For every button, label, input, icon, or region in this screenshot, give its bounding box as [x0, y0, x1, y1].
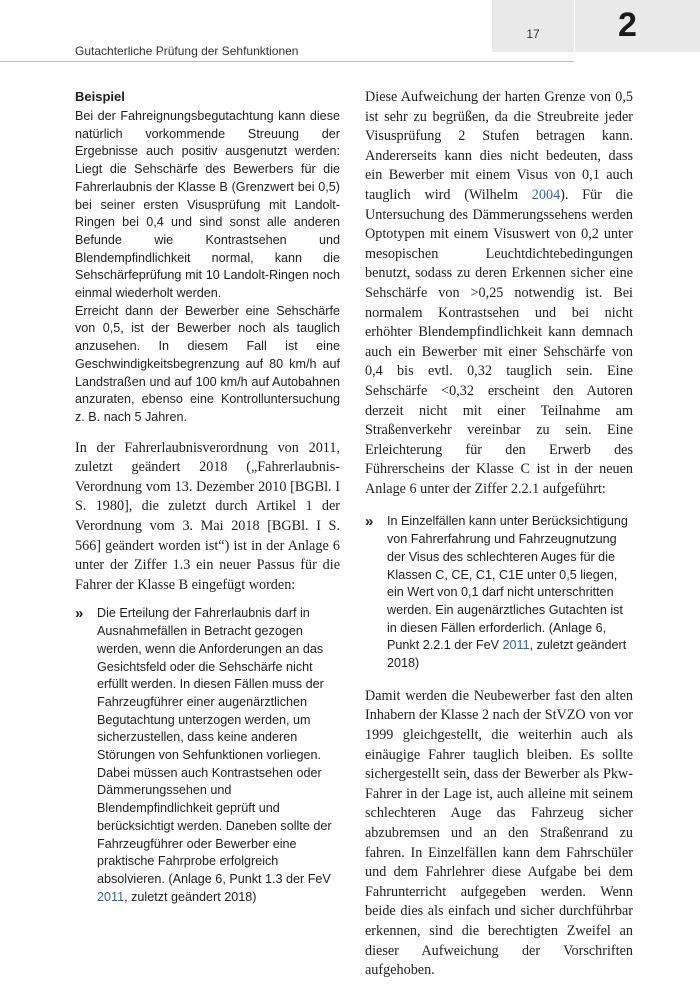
header-tab-background: [492, 0, 700, 52]
quote-mark-icon: »: [365, 513, 374, 531]
regulation-quote: [365, 513, 633, 672]
body-paragraph-1: [365, 88, 633, 499]
header-tab-separator: [574, 0, 575, 52]
paragraph-text: ). Für die Untersuchung des Dämmerungssehens werden Optotypen mit einem Visuswert von 0,2 unter mesopischen Leuchtdichtebedingungen benutzt, sodass zu deren Erkennen sicher eine Sehschärfe von >0,25 notwendig ist. Bei normalem Kontrastsehen und bei nicht erhöhter Blendempfindlichkeit kann demnach auch ein Bewerber mit einer Sehschärfe von 0,4 bis evtl. 0,32 tauglich sein. Eine Sehschärfe <0,32 erscheint den Autoren derzeit nicht mit einer Teilnahme am Straßenverkehr vereinbar zu sein. Eine Erleichterung für den Erwerb des Führerscheins der Klasse C ist in der neuen Anlage 6 unter der Ziffer 2.2.1 aufgeführt:: [365, 186, 633, 497]
citation-link[interactable]: 2004: [531, 186, 561, 203]
right-column: [365, 88, 633, 981]
quote-text: [97, 605, 340, 906]
quote-tail: , zuletzt geändert 2018): [387, 638, 627, 671]
quote-text: [387, 513, 633, 672]
page-number: 17: [526, 27, 540, 41]
example-paragraph-1: Bei der Fahreignungsbegutachtung kann diese natürlich vorkommende Streuung der Ergebnisse auch positiv ausgenutzt werden: Liegt die Sehschärfe des Bewerbers für die Fahrerlaubnis der Klasse B (Grenzwert bei 0,5) bei seiner ersten Visusprüfung mit Landolt-Ringen bei 0,4 und sind sonst alle anderen Befunde wie Kontrastsehen und Blendempfindlichkeit normal, kann die Sehschärfeprüfung mit 10 Landolt-Ringen noch einmal wiederholt werden.: [75, 109, 340, 301]
citation-link[interactable]: 2011: [502, 638, 530, 653]
quote-body: Die Erteilung der Fahrerlaubnis darf in Ausnahmefällen in Betracht gezogen werden, wenn die Anforderungen an das Gesichtsfeld oder die Sehschärfe nicht erfüllt werden. In diesen Fällen muss der Fahrzeugführer einer augenärztlichen Begutachtung unterzogen werden, um sicherzustellen, dass keine anderen Störungen von Sehfunktionen vorliegen. Dabei müssen auch Kontrastsehen oder Dämmerungssehen und Blendempfindlichkeit geprüft und berücksichtigt werden. Daneben sollte der Fahrzeugführer oder Bewerber eine praktische Fahrprobe erfolgreich absolvieren. (Anlage 6, Punkt 1.3 der FeV: [97, 606, 332, 886]
quote-body: In Einzelfällen kann unter Berücksichtigung von Fahrerfahrung und Fahrzeugnutzung der Visus des schlechteren Auges für die Klassen C, CE, C1, C1E unter 0,5 liegen, ein Wert von 0,1 darf nicht unterschritten werden. Ein augenärztliches Gutachten ist in diesen Fällen erforderlich. (Anlage 6, Punkt 2.2.1 der FeV: [387, 514, 628, 653]
regulation-quote: [75, 605, 340, 906]
header-rule: [0, 61, 574, 62]
quote-mark-icon: »: [75, 605, 84, 623]
example-title: Beispiel: [75, 89, 125, 104]
quote-tail: , zuletzt geändert 2018): [124, 889, 257, 904]
body-paragraph-2: Damit werden die Neubewerber fast den alten Inhabern der Klasse 2 nach der StVZO von vor 1999 gleichgestellt, die weiterhin auch als einäugige Fahrer tauglich bleiben. Es sollte sichergestellt sein, dass der Bewerber als Pkw-Fahrer in der Lage ist, auch alleine mit seinem schlechteren Auge das Fahrzeug sicher abzubremsen und an den Straßenrand zu fahren. In Einzelfällen kann dem Fahrschüler und dem Fahrlehrer diese Aufgabe bei dem Fahrunterricht aufgegeben werden. Wenn beide dies als einfach und sicher durchführbar erkennen, sind die berechtigten Zweifel an dieser Aufweichung der Vorschriften aufgehoben.: [365, 687, 633, 979]
left-column: [75, 88, 340, 906]
example-box: [75, 88, 340, 427]
paragraph-text: Diese Aufweichung der harten Grenze von 0,5 ist sehr zu begrüßen, da die Streubreite jeder Visusprüfung 2 Stufen betragen kann. Andererseits kann dies nicht bedeuten, dass ein Bewerber mit einem Visus von 0,1 auch tauglich wird (Wilhelm: [365, 89, 633, 203]
example-paragraph-2: Erreicht dann der Bewerber eine Sehschärfe von 0,5, ist der Bewerber noch als tauglich anzusehen. In diesem Fall ist eine Geschwindigkeitsbegrenzung auf 80 km/h auf Landstraßen und auf 100 km/h auf Autobahnen anzuraten, ebenso eine Kontrolluntersuchung z. B. nach 5 Jahren.: [75, 303, 340, 424]
running-title: Gutachterliche Prüfung der Sehfunktionen: [75, 44, 299, 58]
citation-link[interactable]: 2011: [97, 889, 125, 904]
chapter-number: 2: [618, 6, 637, 44]
body-paragraph: In der Fahrerlaubnisverordnung von 2011, zuletzt geändert 2018 („Fahrerlaubnis-Verordnung vom 13. Dezember 2010 [BGBl. I S. 1980], die zuletzt durch Artikel 1 der Verordnung vom 3. Mai 2018 [BGBl. I S. 566] geändert worden ist“) ist in der Anlage 6 unter der Ziffer 1.3 ein neuer Passus für die Fahrer der Klasse B eingefügt worden:: [75, 439, 340, 593]
